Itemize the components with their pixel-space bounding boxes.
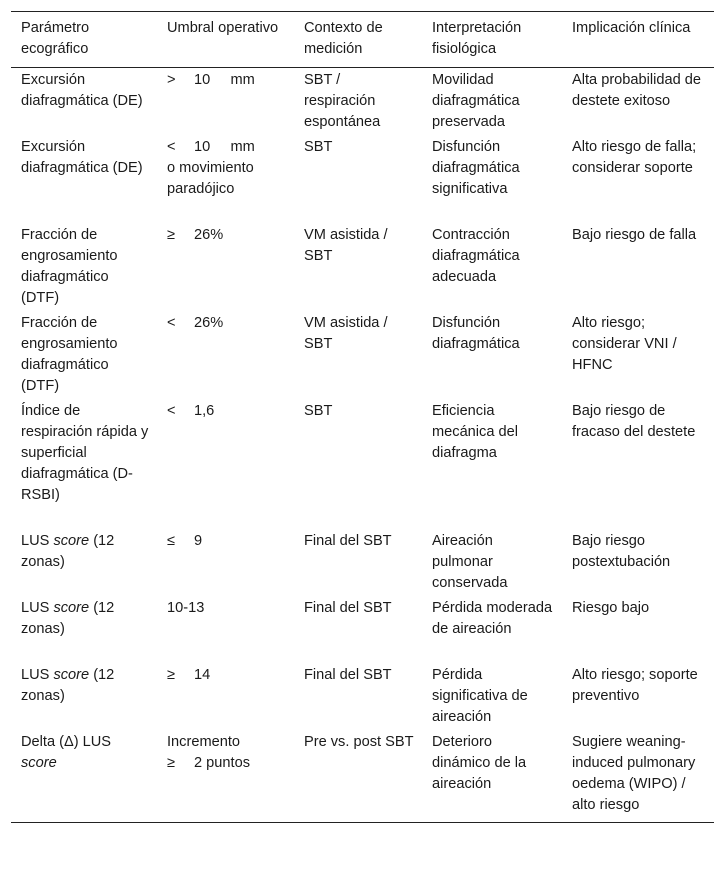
cell-interpretation: Deterioro dinámico de la aireación bbox=[422, 730, 562, 823]
cell-implication: Bajo riesgo de fracaso del destete bbox=[562, 399, 714, 529]
cell-implication: Bajo riesgo de falla bbox=[562, 223, 714, 311]
cell-interpretation: Contracción diafragmática adecuada bbox=[422, 223, 562, 311]
cell-context: Pre vs. post SBT bbox=[294, 730, 422, 823]
table-row bbox=[11, 68, 714, 136]
cell-threshold bbox=[157, 663, 294, 730]
threshold-symbol: ≥ bbox=[167, 227, 176, 243]
cell-implication: Alto riesgo; soporte preventivo bbox=[562, 663, 714, 730]
threshold-symbol: < bbox=[167, 139, 176, 155]
table-row bbox=[11, 311, 714, 399]
header-row bbox=[11, 12, 714, 68]
cell-parameter bbox=[11, 529, 157, 596]
header-parameter: Parámetro ecográfico bbox=[11, 12, 157, 68]
table-row bbox=[11, 529, 714, 596]
parameter-italic: score bbox=[21, 755, 57, 771]
table-row bbox=[11, 596, 714, 663]
cell-threshold bbox=[157, 529, 294, 596]
cell-threshold bbox=[157, 730, 294, 823]
threshold-value: 2 puntos bbox=[194, 755, 250, 771]
table-row bbox=[11, 399, 714, 529]
threshold-value: 10 mm bbox=[194, 72, 255, 88]
cell-implication: Alta probabilidad de destete exitoso bbox=[562, 68, 714, 136]
threshold-value: 10 mm bbox=[194, 139, 255, 155]
parameter-italic: score bbox=[53, 600, 90, 616]
cell-interpretation: Eficiencia mecánica del diafragma bbox=[422, 399, 562, 529]
cell-interpretation: Pérdida moderada de aireación bbox=[422, 596, 562, 663]
cell-parameter: Excursión diafragmática (DE) bbox=[11, 68, 157, 136]
threshold-value: 26% bbox=[194, 315, 224, 331]
cell-context: VM asistida / SBT bbox=[294, 311, 422, 399]
cell-threshold bbox=[157, 135, 294, 223]
cell-implication: Alto riesgo; considerar VNI / HFNC bbox=[562, 311, 714, 399]
cell-parameter bbox=[11, 730, 157, 823]
header-threshold: Umbral operativo bbox=[157, 12, 294, 68]
threshold-symbol: < bbox=[167, 315, 176, 331]
threshold-value: 1,6 bbox=[194, 403, 215, 419]
cell-threshold bbox=[157, 311, 294, 399]
cell-implication: Bajo riesgo postextubación bbox=[562, 529, 714, 596]
cell-interpretation: Disfunción diafragmática significativa bbox=[422, 135, 562, 223]
table-row bbox=[11, 730, 714, 823]
threshold-symbol: ≥ bbox=[167, 755, 176, 771]
cell-context: VM asistida / SBT bbox=[294, 223, 422, 311]
cell-parameter: Fracción de engrosamiento diafragmático (DTF) bbox=[11, 223, 157, 311]
threshold-extra: o movimiento paradójico bbox=[167, 160, 254, 197]
parameter-italic: score bbox=[53, 533, 90, 549]
ultrasound-weaning-table-container bbox=[11, 11, 714, 823]
cell-threshold: 10-13 bbox=[157, 596, 294, 663]
cell-implication: Riesgo bajo bbox=[562, 596, 714, 663]
threshold-value: 9 bbox=[194, 533, 203, 549]
cell-implication: Alto riesgo de falla; considerar soporte bbox=[562, 135, 714, 223]
parameter-text: LUS bbox=[21, 533, 54, 549]
cell-threshold bbox=[157, 399, 294, 529]
table-row bbox=[11, 135, 714, 223]
threshold-value: 14 bbox=[194, 667, 211, 683]
table-row bbox=[11, 663, 714, 730]
header-interpretation: Interpretación fisiológica bbox=[422, 12, 562, 68]
parameter-text-post: (12 zonas) bbox=[21, 667, 119, 704]
header-context: Contexto de medición bbox=[294, 12, 422, 68]
cell-parameter bbox=[11, 663, 157, 730]
parameter-italic: score bbox=[53, 667, 90, 683]
threshold-symbol: < bbox=[167, 403, 176, 419]
table-header bbox=[11, 12, 714, 68]
threshold-symbol: ≥ bbox=[167, 667, 176, 683]
threshold-symbol: ≤ bbox=[167, 533, 176, 549]
parameter-text: LUS bbox=[21, 667, 54, 683]
cell-implication: Sugiere weaning-induced pulmonary oedema (WIPO) / alto riesgo bbox=[562, 730, 714, 823]
cell-parameter bbox=[11, 596, 157, 663]
parameter-text: LUS bbox=[21, 600, 54, 616]
cell-parameter: Fracción de engrosamiento diafragmático (DTF) bbox=[11, 311, 157, 399]
ultrasound-weaning-table bbox=[11, 11, 714, 823]
threshold-symbol: > bbox=[167, 72, 176, 88]
table-body bbox=[11, 68, 714, 823]
parameter-text-post: (12 zonas) bbox=[21, 600, 119, 637]
parameter-text-post: (12 zonas) bbox=[21, 533, 119, 570]
cell-interpretation: Pérdida significativa de aireación bbox=[422, 663, 562, 730]
cell-context: Final del SBT bbox=[294, 663, 422, 730]
parameter-text: Delta (Δ) LUS bbox=[21, 734, 116, 750]
cell-threshold bbox=[157, 68, 294, 136]
cell-context: SBT bbox=[294, 135, 422, 223]
cell-interpretation: Movilidad diafragmática preservada bbox=[422, 68, 562, 136]
cell-parameter: Excursión diafragmática (DE) bbox=[11, 135, 157, 223]
cell-interpretation: Disfunción diafragmática bbox=[422, 311, 562, 399]
cell-interpretation: Aireación pulmonar conservada bbox=[422, 529, 562, 596]
threshold-value: 26% bbox=[194, 227, 224, 243]
cell-context: Final del SBT bbox=[294, 529, 422, 596]
table-row bbox=[11, 223, 714, 311]
threshold-line1: Incremento bbox=[167, 734, 241, 750]
header-implication: Implicación clínica bbox=[562, 12, 714, 68]
cell-context: SBT bbox=[294, 399, 422, 529]
cell-threshold bbox=[157, 223, 294, 311]
cell-context: SBT / respiración espontánea bbox=[294, 68, 422, 136]
cell-context: Final del SBT bbox=[294, 596, 422, 663]
cell-parameter: Índice de respiración rápida y superficial diafragmática (D-RSBI) bbox=[11, 399, 157, 529]
